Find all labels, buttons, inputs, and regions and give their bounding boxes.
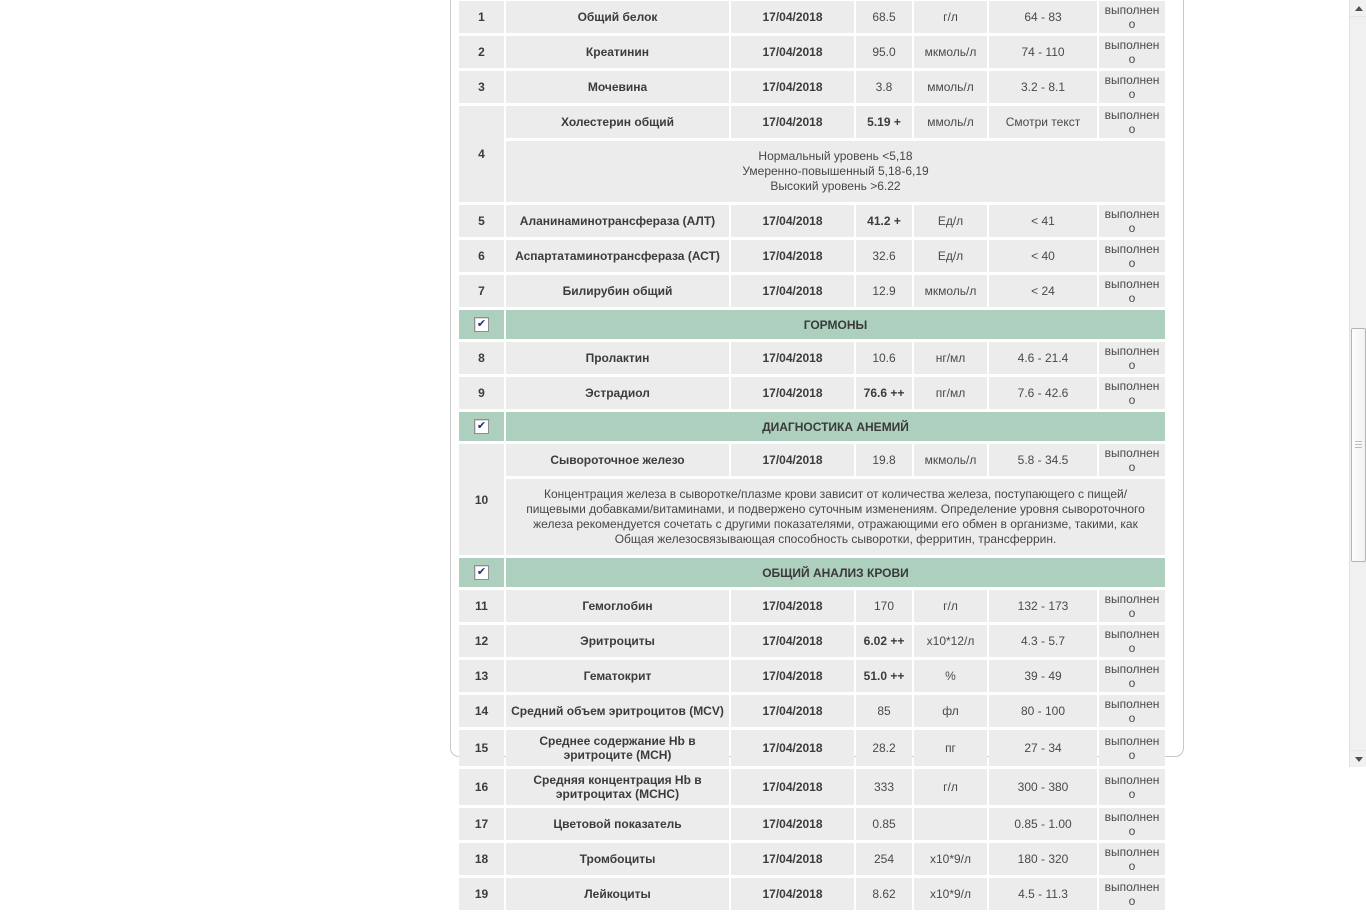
- row-number-cell: 14: [459, 695, 504, 727]
- status-cell: выполнено: [1099, 625, 1165, 657]
- units-cell: Ед/л: [914, 205, 987, 237]
- date-cell: 17/04/2018: [731, 1, 854, 33]
- table-row[interactable]: [459, 660, 1165, 692]
- units-cell: мкмоль/л: [914, 275, 987, 307]
- date-cell: 17/04/2018: [731, 590, 854, 622]
- row-number-cell: 6: [459, 240, 504, 272]
- scroll-up-button[interactable]: [1350, 0, 1366, 17]
- date-cell: 17/04/2018: [731, 808, 854, 840]
- units-cell: мкмоль/л: [914, 444, 987, 476]
- section-title: ДИАГНОСТИКА АНЕМИЙ: [506, 412, 1165, 441]
- status-cell: выполнено: [1099, 590, 1165, 622]
- date-cell: 17/04/2018: [731, 106, 854, 138]
- vertical-scrollbar[interactable]: [1349, 0, 1366, 767]
- test-name-cell: Аспартатаминотрансфераза (АСТ): [506, 240, 729, 272]
- date-cell: 17/04/2018: [731, 625, 854, 657]
- row-number-cell: 16: [459, 769, 504, 805]
- status-cell: выполнено: [1099, 808, 1165, 840]
- result-value-cell: 28.2: [856, 730, 912, 766]
- test-name-cell: Гематокрит: [506, 660, 729, 692]
- units-cell: г/л: [914, 769, 987, 805]
- test-name-cell: Гемоглобин: [506, 590, 729, 622]
- reference-range-cell: 4.3 - 5.7: [989, 625, 1097, 657]
- row-number-cell: 2: [459, 36, 504, 68]
- result-value-cell: 333: [856, 769, 912, 805]
- section-title: ОБЩИЙ АНАЛИЗ КРОВИ: [506, 558, 1165, 587]
- table-row[interactable]: [459, 71, 1165, 103]
- comment-cell: [506, 479, 1165, 555]
- reference-range-cell: Смотри текст: [989, 106, 1097, 138]
- row-number-cell: 7: [459, 275, 504, 307]
- scroll-down-button[interactable]: [1350, 750, 1366, 767]
- date-cell: 17/04/2018: [731, 342, 854, 374]
- date-cell: 17/04/2018: [731, 730, 854, 766]
- date-cell: 17/04/2018: [731, 377, 854, 409]
- test-name-cell: Цветовой показатель: [506, 808, 729, 840]
- row-number-cell: 17: [459, 808, 504, 840]
- test-name-cell: Средний объем эритроцитов (MCV): [506, 695, 729, 727]
- test-name-cell: Среднее содержание Hb в эритроците (MCH): [506, 730, 729, 766]
- result-value-cell: 51.0 ++: [856, 660, 912, 692]
- status-cell: выполнено: [1099, 71, 1165, 103]
- reference-range-cell: 0.85 - 1.00: [989, 808, 1097, 840]
- units-cell: г/л: [914, 590, 987, 622]
- result-value-cell: 8.62: [856, 878, 912, 910]
- reference-range-cell: 4.6 - 21.4: [989, 342, 1097, 374]
- test-name-cell: Лейкоциты: [506, 878, 729, 910]
- row-number-cell: 15: [459, 730, 504, 766]
- status-cell: выполнено: [1099, 36, 1165, 68]
- units-cell: фл: [914, 695, 987, 727]
- test-name-cell: Мочевина: [506, 71, 729, 103]
- scroll-down-icon: [1355, 757, 1363, 762]
- result-value-cell: 95.0: [856, 36, 912, 68]
- date-cell: 17/04/2018: [731, 71, 854, 103]
- comment-line: Высокий уровень >6.22: [770, 179, 901, 193]
- table-row[interactable]: [459, 843, 1165, 875]
- test-name-cell: Общий белок: [506, 1, 729, 33]
- row-number-cell: 18: [459, 843, 504, 875]
- reference-range-cell: 80 - 100: [989, 695, 1097, 727]
- reference-range-cell: < 41: [989, 205, 1097, 237]
- table-row[interactable]: [459, 878, 1165, 910]
- units-cell: ммоль/л: [914, 71, 987, 103]
- reference-range-cell: 5.8 - 34.5: [989, 444, 1097, 476]
- date-cell: 17/04/2018: [731, 695, 854, 727]
- status-cell: выполнено: [1099, 769, 1165, 805]
- row-number-cell: 8: [459, 342, 504, 374]
- scrollbar-thumb[interactable]: [1351, 328, 1366, 562]
- result-value-cell: 6.02 ++: [856, 625, 912, 657]
- results-table-body: [459, 1, 1165, 910]
- comment-line: Нормальный уровень <5,18: [758, 149, 913, 163]
- table-row[interactable]: [459, 730, 1165, 766]
- test-name-cell: Билирубин общий: [506, 275, 729, 307]
- scrollbar-grip-icon: [1355, 441, 1362, 449]
- reference-range-cell: 64 - 83: [989, 1, 1097, 33]
- table-row[interactable]: [459, 808, 1165, 840]
- scroll-up-icon: [1355, 6, 1363, 11]
- row-number-cell: 4: [459, 106, 504, 202]
- date-cell: 17/04/2018: [731, 660, 854, 692]
- table-row[interactable]: [459, 444, 1165, 476]
- units-cell: мкмоль/л: [914, 36, 987, 68]
- row-number-cell: 3: [459, 71, 504, 103]
- units-cell: Ед/л: [914, 240, 987, 272]
- row-number-cell: 12: [459, 625, 504, 657]
- table-row[interactable]: [459, 1, 1165, 33]
- table-row[interactable]: [459, 342, 1165, 374]
- status-cell: выполнено: [1099, 660, 1165, 692]
- result-value-cell: 3.8: [856, 71, 912, 103]
- result-value-cell: 0.85: [856, 808, 912, 840]
- date-cell: 17/04/2018: [731, 878, 854, 910]
- section-checkbox-cell: [459, 412, 504, 441]
- result-value-cell: 76.6 ++: [856, 377, 912, 409]
- section-checkbox[interactable]: ✔: [474, 317, 489, 332]
- row-number-cell: 1: [459, 1, 504, 33]
- reference-range-cell: 27 - 34: [989, 730, 1097, 766]
- table-row[interactable]: [459, 377, 1165, 409]
- row-number-cell: 13: [459, 660, 504, 692]
- units-cell: пг/мл: [914, 377, 987, 409]
- table-row[interactable]: [459, 625, 1165, 657]
- table-row[interactable]: [459, 205, 1165, 237]
- table-row[interactable]: [459, 590, 1165, 622]
- section-checkbox-cell: [459, 310, 504, 339]
- reference-range-cell: 39 - 49: [989, 660, 1097, 692]
- reference-range-cell: 7.6 - 42.6: [989, 377, 1097, 409]
- row-number-cell: 5: [459, 205, 504, 237]
- row-number-cell: 11: [459, 590, 504, 622]
- test-name-cell: Холестерин общий: [506, 106, 729, 138]
- section-header-row: [459, 412, 1165, 441]
- date-cell: 17/04/2018: [731, 769, 854, 805]
- result-value-cell: 12.9: [856, 275, 912, 307]
- status-cell: выполнено: [1099, 444, 1165, 476]
- date-cell: 17/04/2018: [731, 205, 854, 237]
- date-cell: 17/04/2018: [731, 240, 854, 272]
- test-name-cell: Аланинаминотрансфераза (АЛТ): [506, 205, 729, 237]
- units-cell: х10*12/л: [914, 625, 987, 657]
- reference-range-cell: 3.2 - 8.1: [989, 71, 1097, 103]
- status-cell: выполнено: [1099, 342, 1165, 374]
- status-cell: выполнено: [1099, 878, 1165, 910]
- units-cell: х10*9/л: [914, 878, 987, 910]
- status-cell: выполнено: [1099, 240, 1165, 272]
- reference-range-cell: < 24: [989, 275, 1097, 307]
- test-name-cell: Эритроциты: [506, 625, 729, 657]
- test-name-cell: Пролактин: [506, 342, 729, 374]
- status-cell: выполнено: [1099, 1, 1165, 33]
- results-panel: [450, 0, 1184, 908]
- table-row[interactable]: [459, 769, 1165, 805]
- comment-line: Умеренно-повышенный 5,18-6,19: [742, 164, 929, 178]
- row-number-cell: 9: [459, 377, 504, 409]
- table-row[interactable]: [459, 275, 1165, 307]
- date-cell: 17/04/2018: [731, 36, 854, 68]
- comment-line: Концентрация железа в сыворотке/плазме крови зависит от количества железа, поступающего с пищей/пищевыми добавками/витаминами, и подвержено суточным изменениям. Определение уровня сывороточного железа рекомендуется сочетать с другими показателями, отражающими его обмен в организме, такими, как Общая железосвязывающая способность сыворотки, ферритин, трансферрин.: [526, 487, 1145, 546]
- units-cell: нг/мл: [914, 342, 987, 374]
- result-value-cell: 68.5: [856, 1, 912, 33]
- reference-range-cell: 180 - 320: [989, 843, 1097, 875]
- status-cell: выполнено: [1099, 205, 1165, 237]
- comment-cell: [506, 141, 1165, 202]
- units-cell: %: [914, 660, 987, 692]
- result-value-cell: 19.8: [856, 444, 912, 476]
- table-row[interactable]: [459, 240, 1165, 272]
- date-cell: 17/04/2018: [731, 843, 854, 875]
- section-checkbox[interactable]: ✔: [474, 419, 489, 434]
- row-number-cell: 19: [459, 878, 504, 910]
- reference-range-cell: 300 - 380: [989, 769, 1097, 805]
- table-row[interactable]: [459, 106, 1165, 138]
- status-cell: выполнено: [1099, 843, 1165, 875]
- reference-range-cell: < 40: [989, 240, 1097, 272]
- status-cell: выполнено: [1099, 695, 1165, 727]
- table-row[interactable]: [459, 695, 1165, 727]
- result-value-cell: 85: [856, 695, 912, 727]
- units-cell: х10*9/л: [914, 843, 987, 875]
- comment-row: [459, 479, 1165, 555]
- test-name-cell: Креатинин: [506, 36, 729, 68]
- results-table: [457, 0, 1167, 913]
- result-value-cell: 254: [856, 843, 912, 875]
- result-value-cell: 170: [856, 590, 912, 622]
- date-cell: 17/04/2018: [731, 444, 854, 476]
- reference-range-cell: 4.5 - 11.3: [989, 878, 1097, 910]
- test-name-cell: Тромбоциты: [506, 843, 729, 875]
- reference-range-cell: 74 - 110: [989, 36, 1097, 68]
- result-value-cell: 5.19 +: [856, 106, 912, 138]
- row-number-cell: 10: [459, 444, 504, 555]
- result-value-cell: 41.2 +: [856, 205, 912, 237]
- comment-row: [459, 141, 1165, 202]
- test-name-cell: Средняя концентрация Hb в эритроцитах (MCHC): [506, 769, 729, 805]
- date-cell: 17/04/2018: [731, 275, 854, 307]
- test-name-cell: Эстрадиол: [506, 377, 729, 409]
- status-cell: выполнено: [1099, 275, 1165, 307]
- section-header-row: [459, 310, 1165, 339]
- test-name-cell: Сывороточное железо: [506, 444, 729, 476]
- status-cell: выполнено: [1099, 730, 1165, 766]
- status-cell: выполнено: [1099, 377, 1165, 409]
- units-cell: пг: [914, 730, 987, 766]
- section-checkbox[interactable]: ✔: [474, 565, 489, 580]
- units-cell: ммоль/л: [914, 106, 987, 138]
- units-cell: [914, 808, 987, 840]
- status-cell: выполнено: [1099, 106, 1165, 138]
- table-row[interactable]: [459, 36, 1165, 68]
- section-checkbox-cell: [459, 558, 504, 587]
- result-value-cell: 32.6: [856, 240, 912, 272]
- section-title: ГОРМОНЫ: [506, 310, 1165, 339]
- units-cell: г/л: [914, 1, 987, 33]
- result-value-cell: 10.6: [856, 342, 912, 374]
- section-header-row: [459, 558, 1165, 587]
- reference-range-cell: 132 - 173: [989, 590, 1097, 622]
